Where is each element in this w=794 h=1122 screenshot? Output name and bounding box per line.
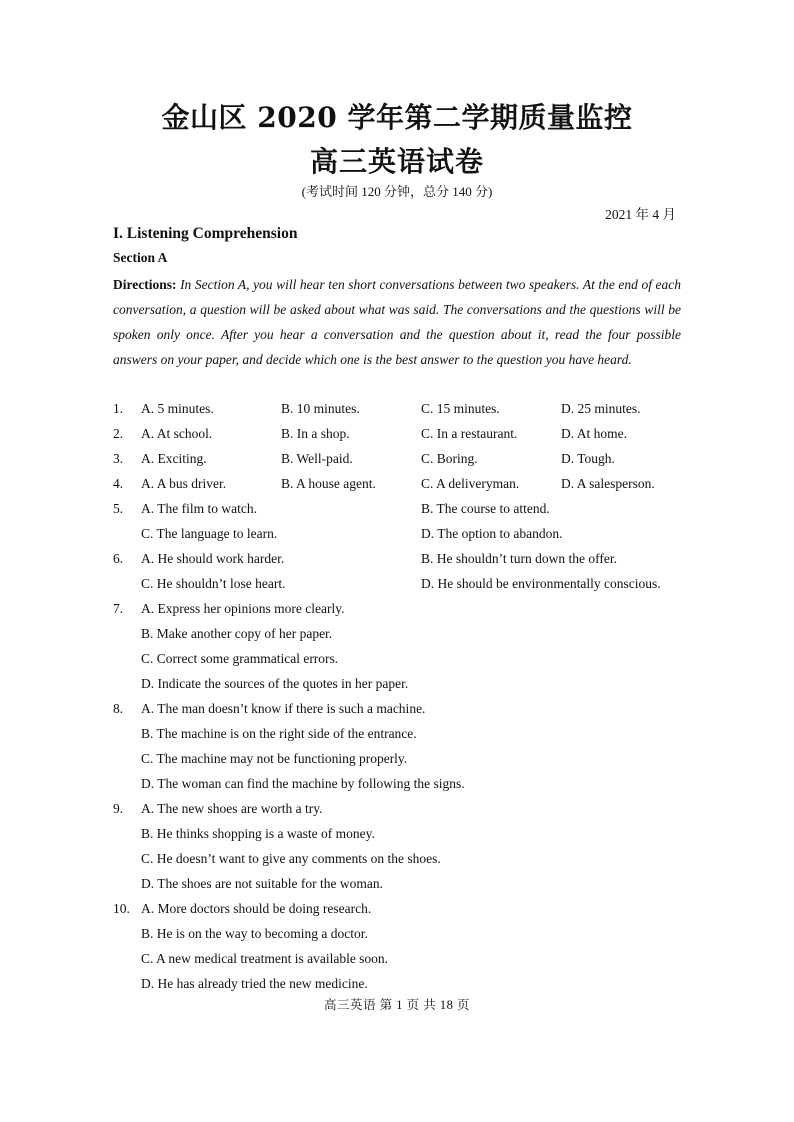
question-7-option-d (113, 671, 683, 696)
option-a: A. Exciting. (141, 451, 207, 466)
question-2 (113, 421, 683, 446)
question-8 (113, 696, 683, 721)
option-c: C. 15 minutes. (421, 401, 500, 416)
question-7 (113, 596, 683, 621)
option-b: B. Make another copy of her paper. (141, 626, 333, 641)
option-b: B. Well-paid. (281, 451, 353, 466)
option-c: C. A new medical treatment is available soon. (141, 951, 389, 966)
option-a: A. The new shoes are worth a try. (141, 801, 323, 816)
question-9-option-d (113, 871, 683, 896)
question-4 (113, 471, 683, 496)
option-a: A. Express her opinions more clearly. (141, 601, 345, 616)
exam-date: 2021 年 4 月 (605, 207, 676, 222)
option-b: B. A house agent. (281, 476, 376, 491)
option-a: A. 5 minutes. (141, 401, 214, 416)
question-8-option-c (113, 746, 683, 771)
question-number: 1. (113, 401, 124, 416)
option-a: A. He should work harder. (141, 551, 285, 566)
question-9-option-b (113, 821, 683, 846)
section-subheading: Section A (113, 250, 168, 265)
option-d: D. At home. (561, 426, 627, 441)
question-9 (113, 796, 683, 821)
question-6-row-2 (113, 571, 683, 596)
option-d: D. A salesperson. (561, 476, 655, 491)
option-d: D. He should be environmentally conscious. (421, 576, 661, 591)
question-5-row-2 (113, 521, 683, 546)
option-a: A. The film to watch. (141, 501, 257, 516)
question-6 (113, 546, 683, 571)
section-heading: I. Listening Comprehension (113, 225, 298, 242)
option-c: C. In a restaurant. (421, 426, 518, 441)
option-b: B. 10 minutes. (281, 401, 360, 416)
option-b: B. In a shop. (281, 426, 350, 441)
option-d: D. The option to abandon. (421, 526, 563, 541)
option-a: A. A bus driver. (141, 476, 227, 491)
option-d: D. He has already tried the new medicine. (141, 976, 368, 991)
option-b: B. The course to attend. (421, 501, 550, 516)
question-number: 2. (113, 426, 124, 441)
directions-text: In Section A, you will hear ten short conversations between two speakers. At the end of each conversation, a question will be asked about what was said. The conversations and the questions will be spoken only once. After you hear a conversation and the question about it, read the four possible answers on your paper, and decide which one is the best answer to the question you have heard. (113, 277, 682, 367)
option-c: C. Correct some grammatical errors. (141, 651, 339, 666)
question-7-option-c (113, 646, 683, 671)
option-c: C. The machine may not be functioning properly. (141, 751, 408, 766)
option-d: D. 25 minutes. (561, 401, 641, 416)
question-3 (113, 446, 683, 471)
option-d: D. Indicate the sources of the quotes in her paper. (141, 676, 409, 691)
option-c: C. The language to learn. (141, 526, 278, 541)
option-d: D. Tough. (561, 451, 615, 466)
question-5 (113, 496, 683, 521)
page-footer: 高三英语 第 1 页 共 18 页 (323, 998, 470, 1012)
question-10-option-c (113, 946, 683, 971)
option-c: C. He shouldn’t lose heart. (141, 576, 286, 591)
option-b: B. He thinks shopping is a waste of money. (141, 826, 375, 841)
question-7-option-b (113, 621, 683, 646)
option-b: B. He shouldn’t turn down the offer. (421, 551, 617, 566)
question-10-option-d (113, 971, 683, 996)
option-b: B. The machine is on the right side of the entrance. (141, 726, 417, 741)
exam-subject-title: 高三英语试卷 (309, 145, 484, 178)
question-8-option-b (113, 721, 683, 746)
question-9-option-c (113, 846, 683, 871)
directions-paragraph (113, 272, 681, 372)
option-d: D. The shoes are not suitable for the woman. (141, 876, 383, 891)
question-8-option-d (113, 771, 683, 796)
question-number: 10. (113, 901, 130, 916)
option-c: C. He doesn’t want to give any comments on the shoes. (141, 851, 441, 866)
question-number: 3. (113, 451, 124, 466)
question-number: 8. (113, 701, 124, 716)
question-number: 7. (113, 601, 124, 616)
option-b: B. He is on the way to becoming a doctor. (141, 926, 368, 941)
question-number: 5. (113, 501, 124, 516)
question-number: 9. (113, 801, 124, 816)
directions-label: Directions: (113, 277, 177, 292)
question-10-option-b (113, 921, 683, 946)
option-a: A. The man doesn’t know if there is such a machine. (141, 701, 426, 716)
exam-time-info: (考试时间 120 分钟，总分 140 分) (301, 184, 493, 199)
option-d: D. The woman can find the machine by following the signs. (141, 776, 465, 791)
option-a: A. At school. (141, 426, 213, 441)
option-c: C. Boring. (421, 451, 478, 466)
question-number: 4. (113, 476, 124, 491)
question-1 (113, 396, 683, 421)
question-number: 6. (113, 551, 124, 566)
exam-title: 金山区 2020 学年第二学期质量监控 (161, 101, 633, 134)
option-a: A. More doctors should be doing research. (141, 901, 372, 916)
option-c: C. A deliveryman. (421, 476, 520, 491)
question-10 (113, 896, 683, 921)
